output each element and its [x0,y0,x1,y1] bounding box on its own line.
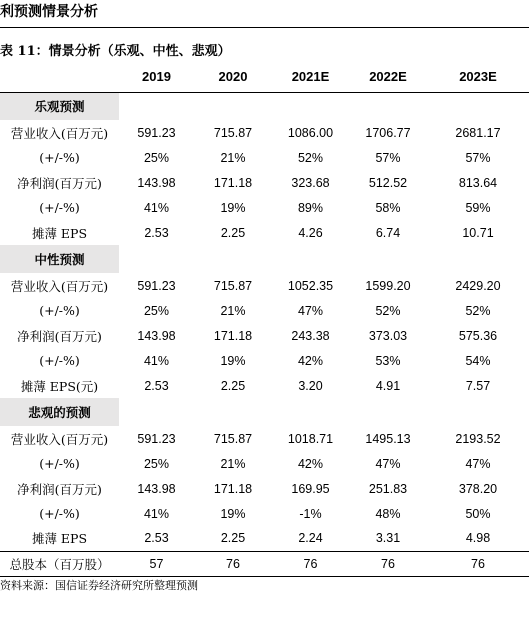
header-2022e: 2022E [349,62,427,92]
value-cell: 2193.52 [455,431,501,446]
value-cell: 52% [297,150,324,165]
value-cell: 59% [465,200,491,215]
header-label-cell [0,62,119,92]
row-label: 营业收入(百万元) [10,431,109,447]
value-cell: 19% [220,200,246,215]
value-cell: 47% [297,303,324,318]
row-label: 净利润(百万元) [17,481,102,497]
value-cell: 171.18 [213,175,253,190]
value-cell: -1% [299,506,322,521]
value-cell: 373.03 [368,328,408,343]
value-cell: 58% [375,200,401,215]
header-2021e: 2021E [272,62,349,92]
value-cell: 2.53 [144,225,169,240]
value-cell: 54% [465,353,491,368]
table-row [0,195,529,220]
row-label: 摊薄 EPS [31,531,88,547]
value-cell: 57% [375,150,401,165]
header-2020: 2020 [194,62,272,92]
value-cell: 42% [297,353,324,368]
empty-cell [272,398,349,426]
empty-cell [427,398,529,426]
value-cell: 715.87 [213,278,253,293]
value-cell: 76 [272,551,349,576]
table-row [0,220,529,245]
scenario-forecast-table [0,62,529,577]
value-cell: 715.87 [213,125,253,140]
section-heading: 利预测情景分析 [0,4,98,20]
row-label: 营业收入(百万元) [10,278,109,294]
value-cell: 6.74 [375,225,401,240]
value-cell: 378.20 [458,481,498,496]
empty-cell [272,245,349,273]
value-cell: 1495.13 [365,431,411,446]
value-cell: 591.23 [137,125,176,140]
value-cell: 57 [119,551,194,576]
value-cell: 52% [465,303,491,318]
total-shares-row [0,551,529,576]
row-label: (+/-%) [39,150,80,165]
value-cell: 715.87 [213,431,253,446]
value-cell: 1052.35 [287,278,334,293]
value-cell: 243.38 [291,328,330,343]
empty-cell [194,398,272,426]
header-2019: 2019 [119,62,194,92]
value-cell: 25% [143,456,170,471]
value-cell: 42% [297,456,324,471]
row-label: 摊薄 EPS [31,225,88,241]
value-cell: 143.98 [137,175,176,190]
scenario-title: 中性预测 [0,245,119,273]
row-label: 总股本（百万股） [0,551,119,576]
table-row [0,298,529,323]
value-cell: 2.25 [220,378,246,393]
scenario-title: 悲观的预测 [0,398,119,426]
row-label: (+/-%) [39,303,80,318]
value-cell: 591.23 [137,431,176,446]
value-cell: 2.25 [220,225,246,240]
empty-cell [427,92,529,120]
value-cell: 41% [143,506,170,521]
table-row [0,451,529,476]
value-cell: 41% [143,200,170,215]
row-label: 净利润(百万元) [17,175,102,191]
value-cell: 53% [375,353,401,368]
value-cell: 2429.20 [455,278,501,293]
value-cell: 1706.77 [365,125,411,140]
empty-cell [427,245,529,273]
empty-cell [194,92,272,120]
value-cell: 50% [465,506,491,521]
value-cell: 251.83 [368,481,408,496]
table-row [0,426,529,451]
table-row [0,526,529,551]
value-cell: 76 [349,551,427,576]
scenario-group-row [0,92,529,120]
value-cell: 19% [220,506,246,521]
row-label: (+/-%) [39,353,80,368]
row-label: 净利润(百万元) [17,328,102,344]
value-cell: 1086.00 [287,125,334,140]
row-label: (+/-%) [39,200,80,215]
value-cell: 171.18 [213,328,253,343]
value-cell: 4.91 [375,378,401,393]
table-caption: 表 11：情景分析（乐观、中性、悲观） [0,44,231,59]
value-cell: 10.71 [462,225,494,240]
value-cell: 47% [465,456,491,471]
value-cell: 591.23 [137,278,176,293]
empty-cell [119,398,194,426]
value-cell: 21% [220,150,246,165]
value-cell: 2681.17 [455,125,501,140]
empty-cell [349,92,427,120]
table-row [0,145,529,170]
table-row [0,373,529,398]
value-cell: 4.98 [465,531,491,546]
value-cell: 76 [427,551,529,576]
value-cell: 323.68 [291,175,330,190]
scenario-title: 乐观预测 [0,92,119,120]
value-cell: 512.52 [368,175,408,190]
value-cell: 169.95 [291,481,330,496]
value-cell: 1018.71 [287,431,334,446]
empty-cell [119,92,194,120]
value-cell: 2.53 [144,531,169,546]
value-cell: 25% [143,303,170,318]
header-2023e: 2023E [427,62,529,92]
value-cell: 1599.20 [365,278,411,293]
value-cell: 89% [297,200,324,215]
empty-cell [119,245,194,273]
section-rule [0,27,529,28]
table-row [0,170,529,195]
value-cell: 21% [220,456,246,471]
table-row [0,273,529,298]
empty-cell [194,245,272,273]
value-cell: 19% [220,353,246,368]
row-label: 摊薄 EPS(元) [20,378,99,394]
value-cell: 47% [375,456,401,471]
value-cell: 21% [220,303,246,318]
value-cell: 4.26 [298,225,323,240]
row-label: (+/-%) [39,506,80,521]
scenario-group-row [0,245,529,273]
scenario-group-row [0,398,529,426]
value-cell: 7.57 [465,378,491,393]
value-cell: 2.24 [298,531,323,546]
empty-cell [349,245,427,273]
value-cell: 3.20 [298,378,323,393]
value-cell: 143.98 [137,481,176,496]
value-cell: 52% [375,303,401,318]
table-body [0,92,529,576]
row-label: 营业收入(百万元) [10,125,109,141]
value-cell: 143.98 [137,328,176,343]
value-cell: 57% [465,150,491,165]
table-row [0,501,529,526]
value-cell: 76 [194,551,272,576]
value-cell: 813.64 [458,175,498,190]
table-row [0,323,529,348]
row-label: (+/-%) [39,456,80,471]
value-cell: 41% [143,353,170,368]
header-row [0,62,529,92]
value-cell: 3.31 [375,531,401,546]
empty-cell [349,398,427,426]
source-note: 资料来源：国信证券经济研究所整理预测 [0,579,198,592]
value-cell: 48% [375,506,401,521]
table-row [0,348,529,373]
value-cell: 2.53 [144,378,169,393]
empty-cell [272,92,349,120]
value-cell: 2.25 [220,531,246,546]
value-cell: 25% [143,150,170,165]
table-row [0,120,529,145]
value-cell: 171.18 [213,481,253,496]
value-cell: 575.36 [458,328,498,343]
table-row [0,476,529,501]
